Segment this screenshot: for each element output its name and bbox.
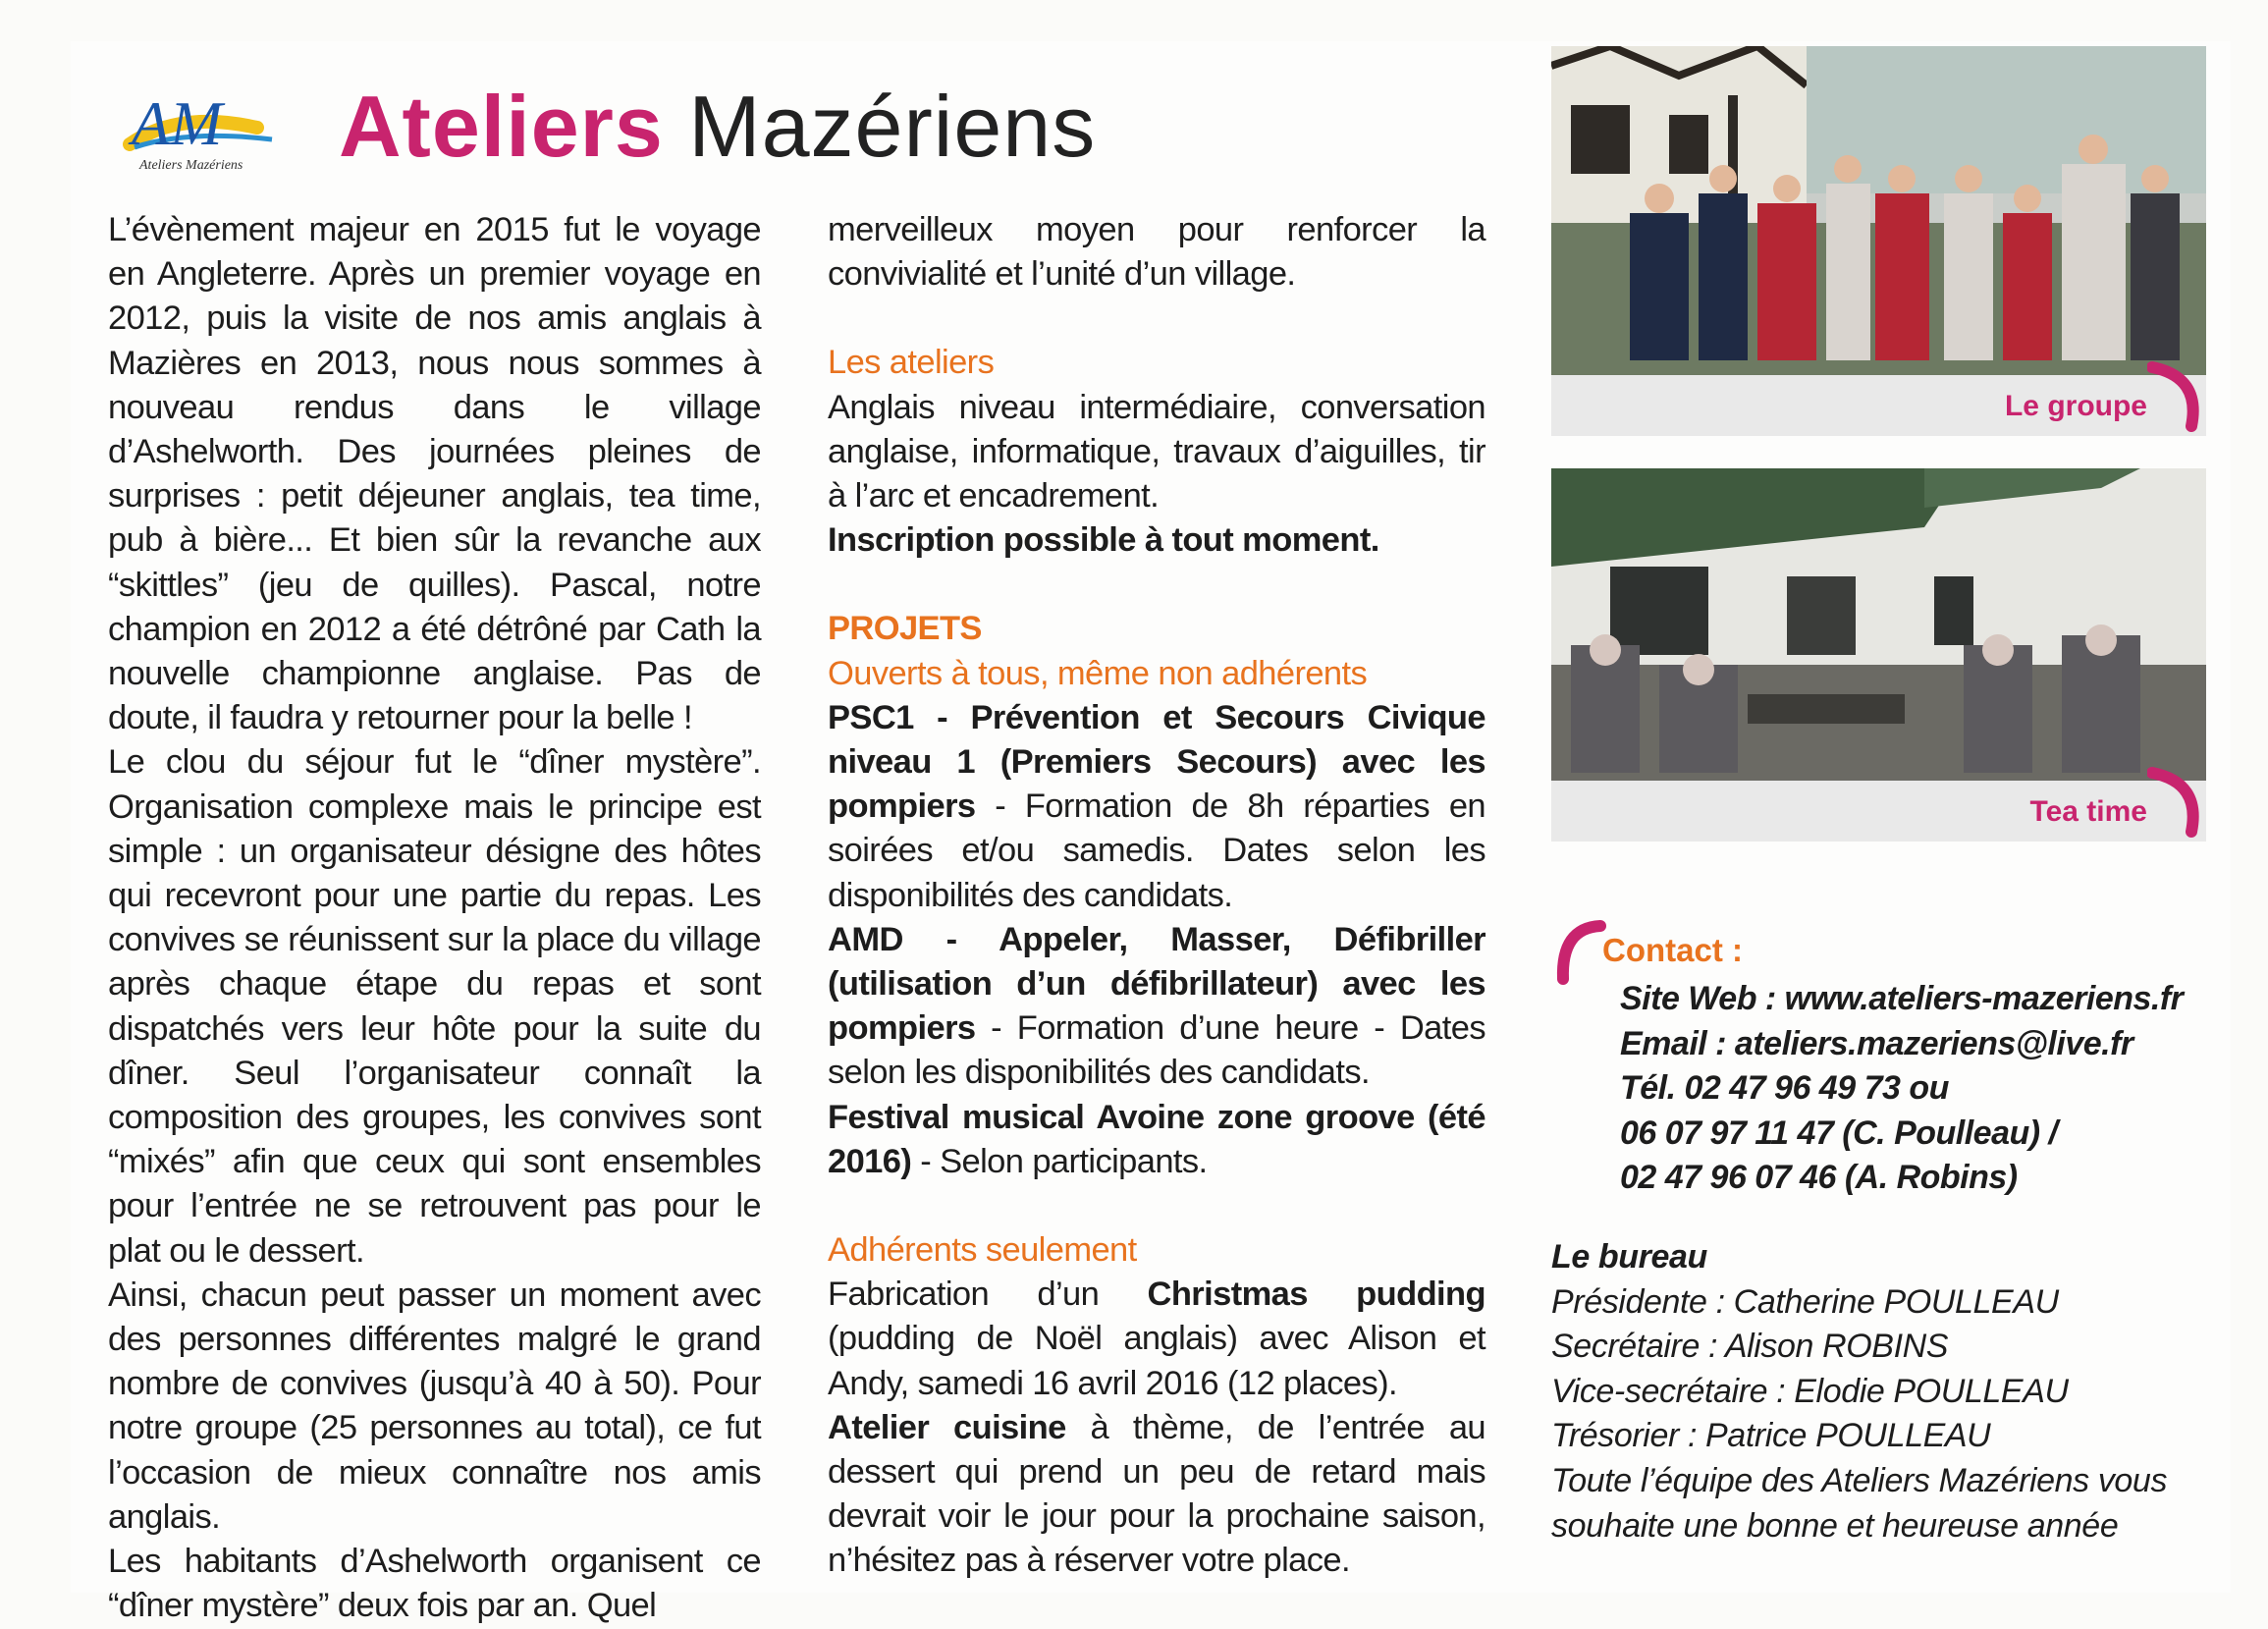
heading-ateliers: Les ateliers <box>828 344 995 382</box>
amd-text: - Formation d’une heure - Dates selon les disponibilités des candidats. <box>828 1009 1485 1092</box>
amd-title: AMD - Appeler, Masser, Défibriller (utilisation d’un défibrillateur) avec les pompiers <box>828 920 1485 1048</box>
contact-website[interactable]: Site Web : www.ateliers-mazeriens.fr <box>1620 980 2184 1017</box>
psc1-title: PSC1 - Prévention et Secours Civique niveau 1 (Premiers Secours) avec les pompiers <box>828 698 1485 826</box>
bureau-line: Vice-secrétaire : Elodie POULLEAU <box>1551 1372 2069 1410</box>
contact-phone-2: 06 07 97 11 47 (C. Poulleau) / <box>1620 1113 2058 1152</box>
bureau-block <box>1551 1235 2167 1548</box>
contact-label: Contact : <box>1602 932 1743 968</box>
projet-cuisine <box>828 1406 1485 1584</box>
projets-subheading: Ouverts à tous, même non adhérents <box>828 654 1368 692</box>
pudding-text-a: Fabrication d’un <box>828 1276 1148 1314</box>
paragraph-diner-mystere: Le clou du séjour fut le “dîner mystère”. Organisation complexe mais le principe est simple : un organisateur désigne des hôtes qui recevront pour une partie du repas. Les convives se réunissent sur la place du village après chaque étape du repas et sont dispatchés vers leur hôte pour la suite du dîner. Seul l’organisateur connaît la composition des groupes, les convives sont “mixés” afin que ceux qui sont ensembles pour l’entrée ne se retrouvent pas pour le plat ou le dessert. <box>108 743 761 1270</box>
paragraph-convives: Ainsi, chacun peut passer un moment avec des personnes différentes malgré le grand nombre de convives (jusqu’à 40 à 50). Pour notre groupe (25 personnes au total), ce fut l’occasion de mieux connaître nos amis anglais. <box>108 1276 761 1536</box>
contact-email[interactable]: Email : ateliers.mazeriens@live.fr <box>1620 1024 2133 1062</box>
psc1-text: - Formation de 8h réparties en soirées et/ou samedis. Dates selon les disponibilités des candidats. <box>828 787 1485 914</box>
projet-amd <box>828 918 1485 1096</box>
title-part1: Ateliers <box>339 78 664 175</box>
contact-lines <box>1620 977 2183 1201</box>
paragraph-habitants: Les habitants d’Ashelworth organisent ce “dîner mystère” deux fois par an. Quel <box>108 1543 761 1625</box>
bureau-line: souhaite une bonne et heureuse année <box>1551 1506 2119 1545</box>
contact-phone-1: Tél. 02 47 96 49 73 ou <box>1620 1069 1949 1107</box>
inscription-note: Inscription possible à tout moment. <box>828 521 1379 560</box>
title-part2: Mazériens <box>688 78 1097 175</box>
logo-monogram: AM <box>132 88 223 158</box>
bureau-line: Trésorier : Patrice POULLEAU <box>1551 1417 1991 1455</box>
logo <box>110 71 306 179</box>
paragraph-voyage: L’évènement majeur en 2015 fut le voyage en Angleterre. Après un premier voyage en 2012, puis la visite de nos amis anglais à Mazières en 2013, nous nous sommes à nouveau rendus dans le village d’Ashelworth. Des journées pleines de surprises : petit déjeuner anglais, tea time, pub à bière... Et bien sûr la revanche aux “skittles” (jeu de quilles). Pascal, notre champion en 2012 a été détrôné par Cath la nouvelle championne anglaise. Pas de doute, il faudra y retourner pour la belle ! <box>108 211 761 737</box>
heading-adherents: Adhérents seulement <box>828 1231 1137 1270</box>
logo-subtext: Ateliers Mazériens <box>139 158 243 173</box>
swoosh-icon <box>2147 357 2206 436</box>
pudding-title: Christmas pudding <box>1147 1276 1485 1314</box>
bureau-line: Présidente : Catherine POULLEAU <box>1551 1282 2059 1321</box>
caption-tea-time: Tea time <box>2029 795 2147 828</box>
pudding-text-b: (pudding de Noël anglais) avec Alison et Andy, samedi 16 avril 2016 (12 places). <box>828 1320 1485 1402</box>
photo-group <box>1551 46 2206 436</box>
photo-tea-time <box>1551 468 2206 842</box>
column-1 <box>108 208 761 1629</box>
page-title <box>339 77 1096 177</box>
heading-projets: PROJETS <box>828 610 982 648</box>
festival-title: Festival musical Avoine zone groove (été 2016) <box>828 1098 1485 1180</box>
paragraph-convivialite: merveilleux moyen pour renforcer la convivialité et l’unité d’un village. <box>828 211 1485 294</box>
contact-phone-3: 02 47 96 07 46 (A. Robins) <box>1620 1159 2018 1196</box>
festival-text: - Selon participants. <box>911 1142 1208 1180</box>
caption-group: Le groupe <box>2004 390 2147 422</box>
contact-swoosh-icon <box>1551 918 1610 987</box>
bureau-line: Secrétaire : Alison ROBINS <box>1551 1328 1949 1366</box>
column-2 <box>828 208 1485 1584</box>
swoosh-icon <box>2147 763 2206 842</box>
projet-pudding <box>828 1273 1485 1406</box>
projet-psc1 <box>828 696 1485 918</box>
ateliers-text: Anglais niveau intermédiaire, conversation anglaise, informatique, travaux d’aiguilles, tir à l’arc et encadrement. <box>828 388 1485 516</box>
cuisine-text: à thème, de l’entrée au dessert qui prend un peu de retard mais devrait voir le jour pour la prochaine saison, n’hésitez pas à réserver votre place. <box>828 1408 1485 1580</box>
bureau-line: Toute l’équipe des Ateliers Mazériens vous <box>1551 1461 2168 1499</box>
projet-festival <box>828 1096 1485 1184</box>
cuisine-title: Atelier cuisine <box>828 1408 1066 1446</box>
bureau-title: Le bureau <box>1551 1238 1707 1276</box>
